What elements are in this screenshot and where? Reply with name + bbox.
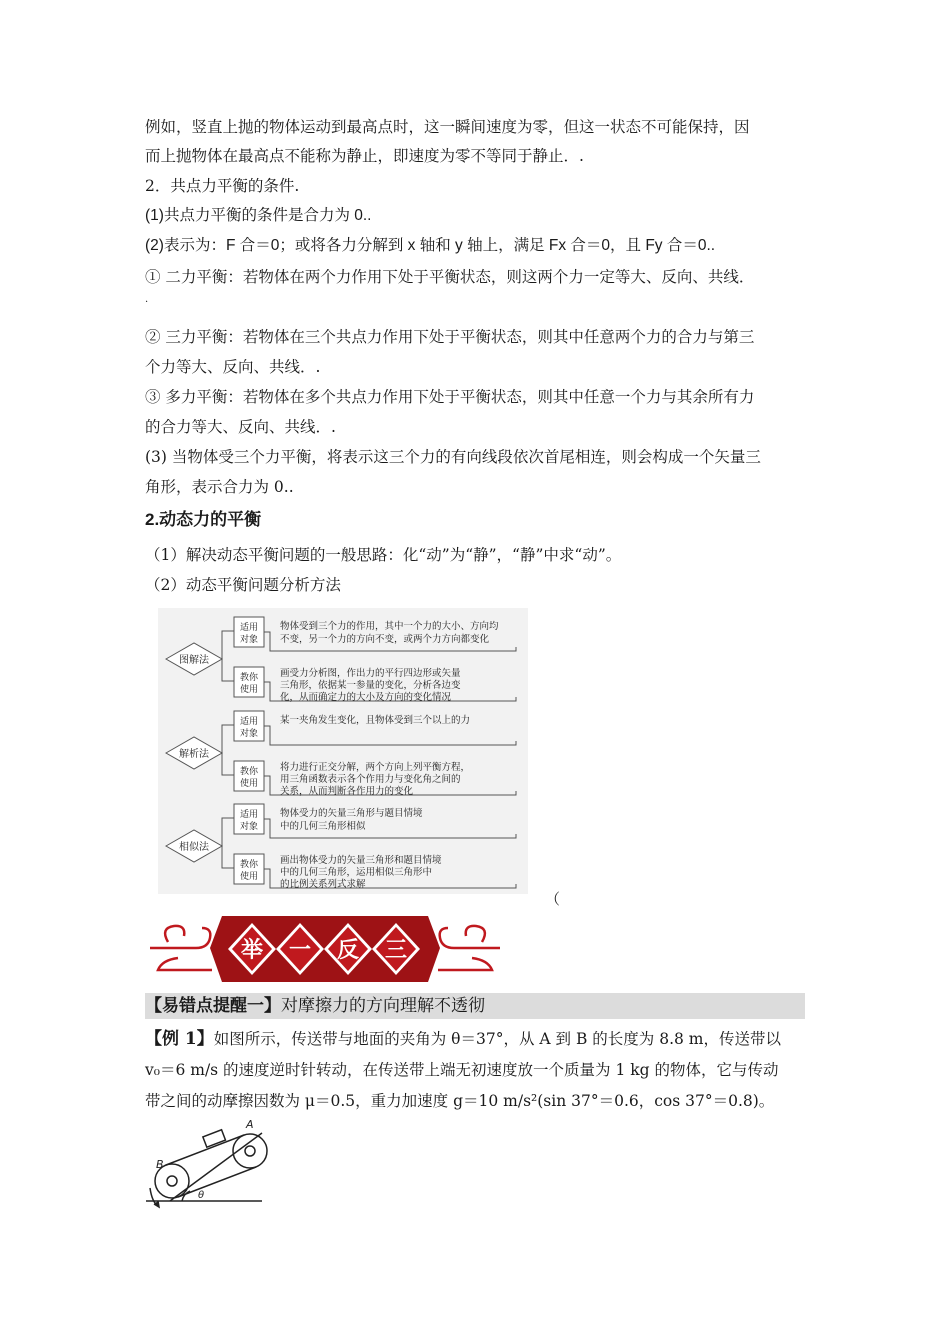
- apply-label: 对象: [239, 635, 259, 645]
- use-text: 三角形，依据某一参量的变化，分析各边变: [280, 680, 461, 691]
- paragraph-line: (3) 当物体受三个力平衡，将表示这三个力的有向线段依次首尾相连，则会构成一个矢量三: [145, 448, 761, 466]
- use-text: 的比例关系列式求解: [280, 879, 366, 890]
- paragraph-line: 角形，表示合力为 0..: [145, 478, 294, 496]
- use-text: 将力进行正交分解，两个方向上列平衡方程，: [280, 762, 471, 773]
- method-name: 图解法: [179, 655, 209, 666]
- paragraph-line: 个力等大、反向、共线．.: [145, 358, 321, 376]
- apply-label: 对象: [239, 822, 259, 832]
- paragraph-line: ① 二力平衡：若物体在两个力作用下处于平衡状态，则这两个力一定等大、反向、共线．: [145, 268, 755, 286]
- label-theta: θ: [198, 1190, 205, 1201]
- use-text: 中的几何三角形，运用相似三角形中: [280, 867, 433, 878]
- apply-label: 对象: [239, 729, 259, 739]
- use-label: 教你: [239, 767, 259, 777]
- example-label: 【例 1】: [145, 1029, 214, 1049]
- section-heading: 2.动态力的平衡: [145, 510, 262, 529]
- example-line-3: 带之间的动摩擦因数为 μ＝0.5，重力加速度 g＝10 m/s²(sin 37°＝0.6，cos 37°＝0.8)。: [145, 1092, 775, 1110]
- apply-text: 不变，另一个力的方向不变，或两个力方向都变化: [280, 634, 490, 645]
- use-text: 用三角函数表示各个作用力与变化角之间的: [280, 774, 461, 785]
- paragraph-line: （2）动态平衡问题分析方法: [145, 576, 341, 594]
- paragraph-line: ② 三力平衡：若物体在三个共点力作用下处于平衡状态，则其中任意两个力的合力与第三: [145, 328, 755, 346]
- apply-text: 中的几何三角形相似: [280, 821, 366, 832]
- use-label: 教你: [239, 673, 259, 683]
- paragraph-line: (1)共点力平衡的条件是合力为 0..: [145, 207, 372, 224]
- example-line-2: v₀＝6 m/s 的速度逆时针转动，在传送带上端无初速度放一个质量为 1 kg 的物体，它与传动: [145, 1061, 779, 1079]
- conveyor-drawing: [146, 1130, 267, 1207]
- paragraph-line: 例如，竖直上抛的物体运动到最高点时，这一瞬间速度为零，但这一状态不可能保持，因: [145, 118, 750, 136]
- banner-char-text: 举: [240, 938, 264, 963]
- paragraph-line: 而上抛物体在最高点不能称为静止，即速度为零不等同于静止．.: [145, 147, 584, 165]
- apply-label: 适用: [239, 623, 259, 633]
- tip-label: 【易错点提醒一】: [145, 996, 281, 1015]
- use-label: 教你: [239, 860, 259, 870]
- use-label: 使用: [239, 872, 259, 882]
- use-label: 使用: [239, 685, 259, 695]
- banner-char-text: 三: [384, 938, 408, 963]
- paragraph-line: （1）解决动态平衡问题的一般思路：化“动”为“静”，“静”中求“动”。: [145, 546, 622, 564]
- apply-label: 适用: [239, 810, 259, 820]
- trailing-mark: （: [545, 890, 561, 908]
- method-name: 解析法: [179, 749, 209, 760]
- use-text: 关系，从而判断各作用力的变化: [280, 786, 414, 797]
- example-text: 如图所示，传送带与地面的夹角为 θ＝37°，从 A 到 B 的长度为 8.8 m，传送带以: [213, 1030, 781, 1048]
- block: [203, 1130, 226, 1147]
- apply-label: 适用: [239, 717, 259, 727]
- method-name: 相似法: [179, 842, 209, 853]
- apply-text: 物体受力的矢量三角形与题目情境: [280, 808, 423, 819]
- use-text: 化，从而确定力的大小及方向的变化情况: [280, 692, 452, 703]
- use-label: 使用: [239, 779, 259, 789]
- apply-text: 某一夹角发生变化，且物体受到三个以上的力: [280, 715, 471, 726]
- paragraph-line: 2．共点力平衡的条件.: [145, 177, 300, 195]
- paragraph-line: 的合力等大、反向、共线．.: [145, 418, 336, 436]
- use-text: 画出物体受力的矢量三角形和题目情境: [280, 855, 442, 866]
- paragraph-dot: .: [145, 294, 149, 305]
- banner-char-text: 一: [288, 938, 312, 963]
- tip-title: 对摩擦力的方向理解不透彻: [281, 996, 485, 1015]
- paragraph-line: ③ 多力平衡：若物体在多个共点力作用下处于平衡状态，则其中任意一个力与其余所有力: [145, 388, 755, 406]
- label-a: A: [246, 1118, 254, 1131]
- label-b: B: [156, 1158, 164, 1171]
- paragraph-line: (2)表示为：F 合＝0；或将各力分解到 x 轴和 y 轴上，满足 Fx 合＝0，且 Fy 合＝0..: [145, 237, 716, 254]
- use-text: 画受力分析图，作出力的平行四边形或矢量: [280, 668, 461, 679]
- apply-text: 物体受到三个力的作用，其中一个力的大小、方向均: [280, 621, 499, 632]
- banner-char-text: 反: [336, 938, 360, 963]
